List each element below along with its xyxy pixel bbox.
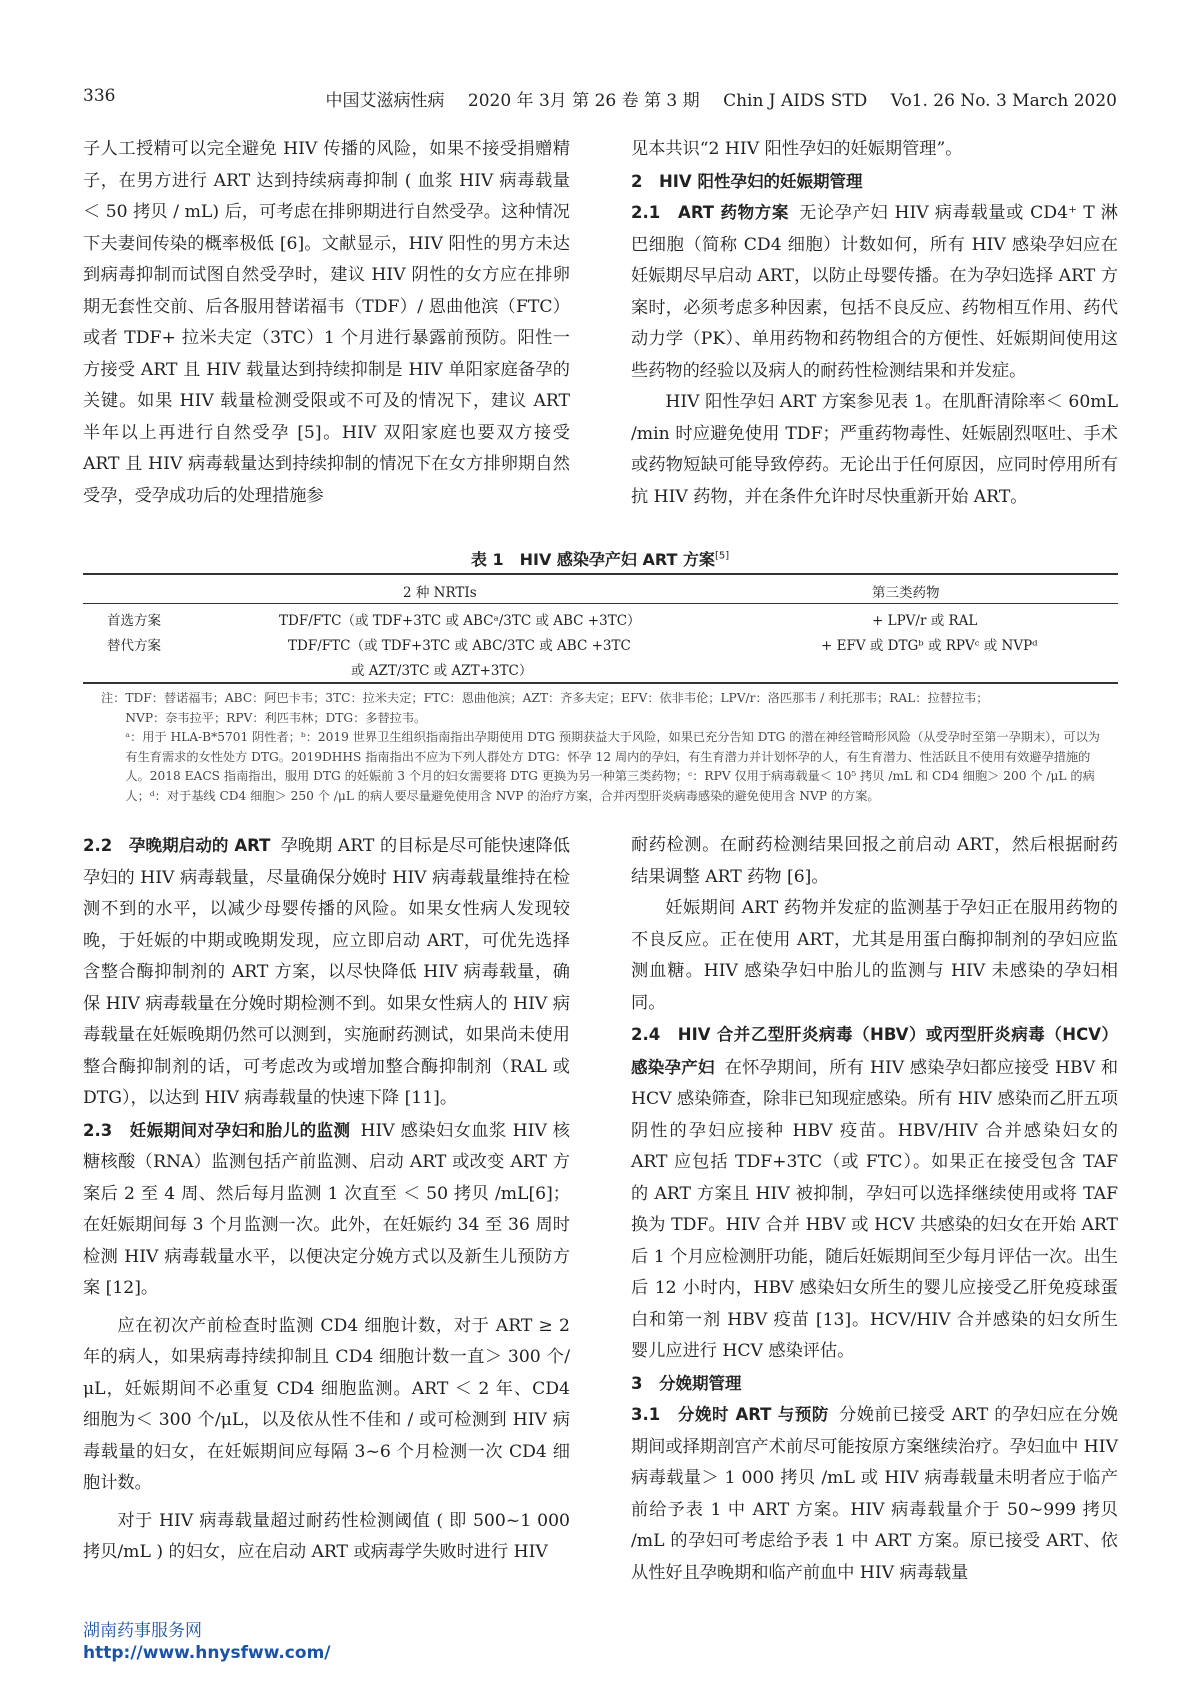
volume-en: Vo1. 26 No. 3 March 2020 [890, 91, 1117, 111]
watermark-url[interactable]: http://www.hnysfww.com/ [83, 1643, 331, 1663]
col-header-third: 第三类药物 [872, 585, 940, 601]
subsection-body: 孕晚期 ART 的目标是尽可能快速降低孕妇的 HIV 病毒载量，尽量确保分娩时 HIV 病毒载量维持在检测不到的水平，以减少母婴传播的风险。如果女性病人发现较晚，于妊娠的中期或晚期发现，应立即启动 ART，可优先选择含整合酶抑制剂的 ART 方案，以尽快降低 HIV 病毒载量，确保 HIV 病毒载量在分娩时期检测不到。如果女性病人的 HIV 病毒载量在妊娠晚期仍然可以测到，实施耐药测试，如果尚未使用整合酶抑制剂的话，可考虑改为或增加整合酶抑制剂（RAL 或 DTG），以达到 HIV 病毒载量的快速下降 [11]。 [83, 836, 570, 1108]
subsection-body: 在怀孕期间，所有 HIV 感染孕妇都应接受 HBV 和 HCV 感染筛查，除非已知现症感染。所有 HIV 感染而乙肝五项阴性的孕妇应接种 HBV 疫苗。HBV/HIV 合并感染妇女的 ART 应包括 TDF+3TC（或 FTC）。如果正在接受包含 TAF 的 ART 方案且 HIV 被抑制，孕妇可以选择继续使用或将 TAF 换为 TDF。HIV 合并 HBV 或 HCV 共感染的妇女在开始 ART 后 1 个月应检测肝功能，随后妊娠期间至少每月评估一次。出生后 12 小时内，HBV 感染妇女所生的婴儿应接受乙肝免疫球蛋白和第一剂 HBV 疫苗 [13]。HCV/HIV 合并感染的妇女所生婴儿应进行 HCV 感染评估。 [631, 1057, 1119, 1361]
table-note: 注：TDF：替诺福韦；ABC：阿巴卡韦；3TC：拉米夫定；FTC：恩曲他滨；AZT：齐多夫定；EFV：依非韦伦；LPV/r：洛匹那韦 / 利托那韦；RAL：拉替拉韦； [101, 691, 989, 705]
body-paragraph: 对于 HIV 病毒载量超过耐药性检测阈值 ( 即 500~1 000 拷贝/mL ) 的妇女，应在启动 ART 或病毒学失败时进行 HIV [83, 1510, 570, 1562]
body-paragraph: 妊娠期间 ART 药物并发症的监测基于孕妇正在服用药物的不良反应。正在使用 ART，尤其是用蛋白酶抑制剂的孕妇应监测血糖。HIV 感染孕妇中胎儿的监测与 HIV 未感染的孕妇相同。 [631, 898, 1118, 1013]
cell-nrti-alternative-cont: 或 AZT/3TC 或 AZT+3TC） [351, 663, 533, 679]
body-paragraph: 应在初次产前检查时监测 CD4 细胞计数，对于 ART ≥ 2 年的病人，如果病毒持续抑制且 CD4 细胞计数一直＞ 300 个/μL，妊娠期间不必重复 CD4 细胞监测。ART ＜ 2 年、CD4 细胞为＜ 300 个/μL，以及依从性不佳和 / 或可检测到 HIV 病毒载量的妇女，在妊娠期间应每隔 3~6 个月检测一次 CD4 细胞计数。 [83, 1315, 570, 1493]
body-paragraph: 见本共识“2 HIV 阳性孕妇的妊娠期管理”。 [631, 139, 963, 159]
section-heading-3: 3 分娩期管理 [631, 1373, 742, 1393]
cell-third-alternative: + EFV 或 DTGᵇ 或 RPVᶜ 或 NVPᵈ [821, 638, 1038, 654]
subsection-title: 2.3 妊娠期间对孕妇和胎儿的监测 [83, 1120, 351, 1140]
journal-title-cn: 中国艾滋病性病 [325, 91, 445, 111]
subsection-title: 2.2 孕晚期启动的 ART [83, 836, 271, 855]
watermark-site-name: 湖南药事服务网 [83, 1621, 202, 1641]
subsection-body: HIV 感染妇女血浆 HIV 核糖核酸（RNA）监测包括产前监测、启动 ART 或改变 ART 方案后 2 至 4 周、然后每月监测 1 次直至 ＜ 50 拷贝 /mL[6]；在妊娠期间每 3 个月监测一次。此外，在妊娠约 34 至 36 周时检测 HIV 病毒载量水平，以便决定分娩方式以及新生儿预防方案 [12]。 [83, 1120, 570, 1298]
table-note: NVP：奈韦拉平；RPV：利匹韦林；DTG：多替拉韦。 [125, 710, 427, 725]
subsection-title: 3.1 分娩时 ART 与预防 [631, 1405, 829, 1424]
cell-third-preferred: + LPV/r 或 RAL [872, 613, 978, 629]
section-3-1 [631, 1399, 1118, 1589]
top-right-column [631, 134, 1118, 513]
subsection-title: 2.1 ART 药物方案 [631, 203, 790, 222]
cell-nrti-preferred: TDF/FTC（或 TDF+3TC 或 ABCᵃ/3TC 或 ABC +3TC） [279, 613, 641, 629]
bottom-right-column [631, 830, 1118, 1589]
body-paragraph: 耐药检测。在耐药检测结果回报之前启动 ART，然后根据耐药结果调整 ART 药物 [6]。 [631, 835, 1118, 887]
journal-citation [307, 86, 1117, 111]
page-number: 336 [83, 86, 116, 106]
body-paragraph: HIV 阳性孕妇 ART 方案参见表 1。在肌酐清除率＜ 60mL /min 时应避免使用 TDF；严重药物毒性、妊娠剧烈呕吐、手术或药物短缺可能导致停药。无论出于任何原因，应同时停用所有抗 HIV 药物，并在条件允许时尽快重新开始 ART。 [631, 392, 1118, 507]
row-label-preferred: 首选方案 [107, 613, 161, 629]
table-top-rule [83, 573, 1118, 575]
section-2-2 [83, 830, 570, 1115]
table-caption-ref: [5] [714, 550, 730, 562]
col-header-nrti: 2 种 NRTIs [403, 585, 477, 601]
table-header-rule [83, 603, 1118, 604]
section-2-4 [631, 1019, 1118, 1368]
table-note: ᵃ：用于 HLA-B*5701 阴性者；ᵇ：2019 世界卫生组织指南指出孕期使用 DTG 预期获益大于风险，如果已充分告知 DTG 的潜在神经管畸形风险（从受孕时至第一孕期末），可以为有生育需求的女性处方 DTG。2019DHHS 指南指出不应为下列人群处方 DTG：怀孕 12 周内的孕妇，有生育潜力并计划怀孕的人，有生育潜力、性活跃且不使用有效避孕措施的人。2018 EACS 指南指出，服用 DTG 的妊娠前 3 个月的妇女需要将 DTG 更换为另一种第三类药物；ᶜ：RPV 仅用于病毒载量＜ 10⁵ 拷贝 /mL 和 CD4 细胞＞ 200 个 /μL 的病人；ᵈ：对于基线 CD4 细胞＞ 250 个 /μL 的病人要尽量避免使用含 NVP 的治疗方案，合并丙型肝炎病毒感染的避免使用含 NVP 的方案。 [125, 730, 1100, 803]
subsection-title: 2.4 HIV 合并乙型肝炎病毒（HBV）或丙型肝炎病毒（HCV）感染孕产妇 [631, 1025, 1118, 1077]
section-heading-2: 2 HIV 阳性孕妇的妊娠期管理 [631, 171, 863, 191]
subsection-body: 分娩前已接受 ART 的孕妇应在分娩期间或择期剖宫产术前尽可能按原方案继续治疗。孕妇血中 HIV 病毒载量＞ 1 000 拷贝 /mL 或 HIV 病毒载量未明者应于临产前给予表 1 中 ART 方案。HIV 病毒载量介于 50~999 拷贝 /mL 的孕妇可考虑给予表 1 中 ART 方案。原已接受 ART、依从性好且孕晚期和临产前血中 HIV 病毒载量 [631, 1405, 1118, 1583]
top-left-column [83, 134, 570, 512]
table-caption [0, 547, 1200, 570]
table-caption-text: 表 1 HIV 感染孕产妇 ART 方案 [470, 550, 715, 569]
body-paragraph: 子人工授精可以完全避免 HIV 传播的风险，如果不接受捐赠精子，在男方进行 ART 达到持续病毒抑制 ( 血浆 HIV 病毒载量＜ 50 拷贝 / mL) 后，可考虑在排卵期进行自然受孕。这种情况下夫妻间传染的概率极低 [6]。文献显示，HIV 阳性的男方未达到病毒抑制而试图自然受孕时，建议 HIV 阴性的女方应在排卵期无套性交前、后各服用替诺福韦（TDF）/ 恩曲他滨（FTC）或者 TDF+ 拉米夫定（3TC）1 个月进行暴露前预防。阳性一方接受 ART 且 HIV 载量达到持续抑制是 HIV 单阳家庭备孕的关键。如果 HIV 载量检测受限或不可及的情况下，建议 ART 半年以上再进行自然受孕 [5]。HIV 双阳家庭也要双方接受 ART 且 HIV 病毒载量达到持续抑制的情况下在女方排卵期自然受孕，受孕成功后的处理措施参 [83, 139, 570, 506]
table-notes [101, 689, 1111, 806]
issue-cn: 2020 年 3月 第 26 卷 第 3 期 [467, 91, 700, 111]
journal-title-en: Chin J AIDS STD [723, 91, 868, 111]
source-watermark [83, 1620, 331, 1664]
section-2-1 [631, 197, 1118, 387]
table-bottom-rule [83, 682, 1118, 684]
bottom-left-column [83, 830, 570, 1569]
section-2-3 [83, 1115, 570, 1305]
row-label-alternative: 替代方案 [107, 638, 161, 654]
cell-nrti-alternative: TDF/FTC（或 TDF+3TC 或 ABC/3TC 或 ABC +3TC [288, 638, 631, 654]
subsection-body: 无论孕产妇 HIV 病毒载量或 CD4⁺ T 淋巴细胞（简称 CD4 细胞）计数如何，所有 HIV 感染孕妇应在妊娠期尽早启动 ART，以防止母婴传播。在为孕妇选择 ART 方案时，必须考虑多种因素，包括不良反应、药物相互作用、药代动力学（PK）、单用药物和药物组合的方便性、妊娠期间使用这些药物的经验以及病人的耐药性检测结果和并发症。 [631, 203, 1118, 381]
running-header [83, 86, 1117, 116]
